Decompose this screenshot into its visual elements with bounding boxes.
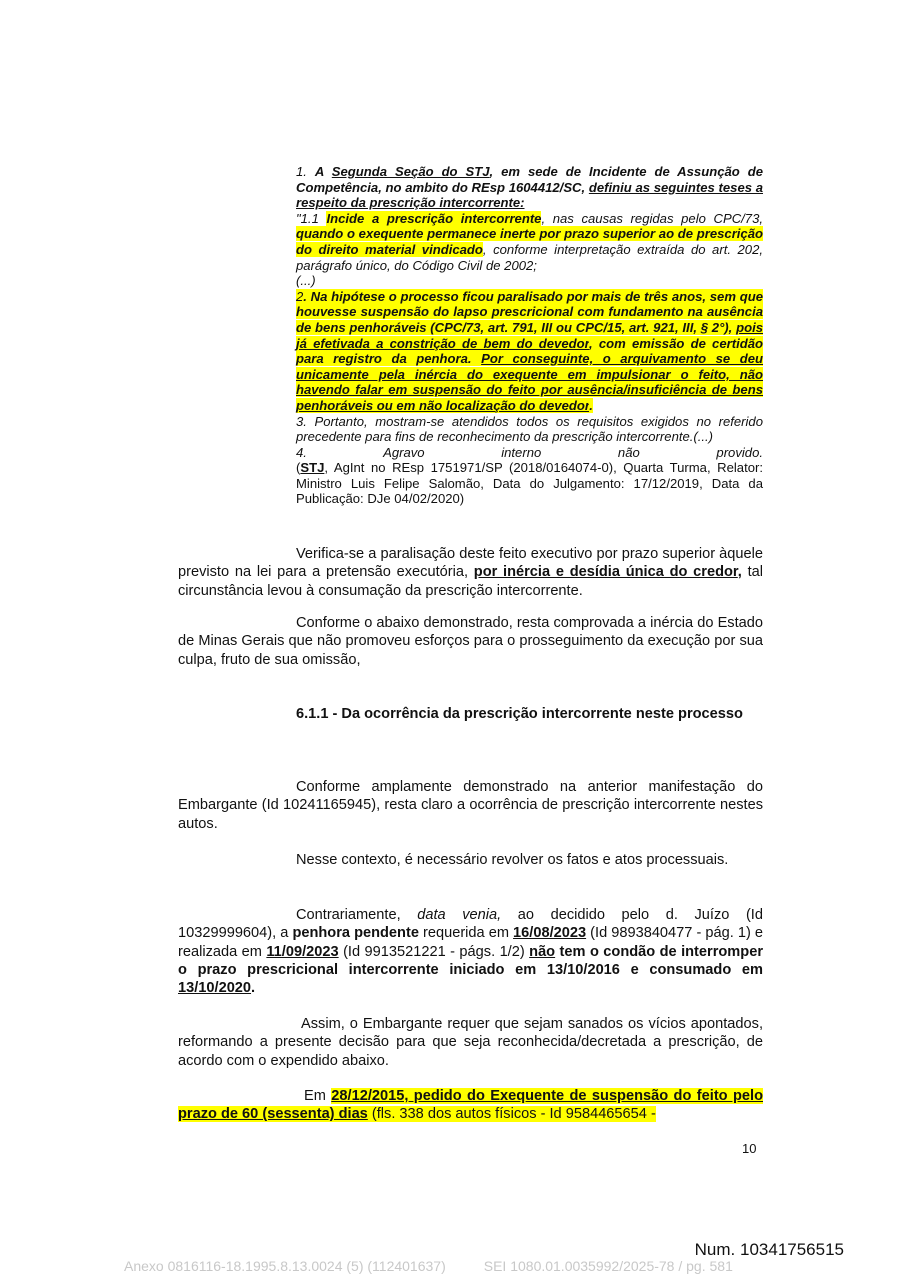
quote-item-2: 2. Na hipótese o processo ficou paralisado por mais de três anos, sem que houvesse suspensão do lapso prescricional com fundamento na ausência de bens penhoráveis (CPC/73, art. 791, III ou CPC/15, art. 921, III, § 2°), pois já efetivada a constrição de bem do devedor, com emissão de certidão para registro da penhora. Por conseguinte, o arquivamento se deu unicamente pela inércia do exequente em impulsionar o feito, não havendo falar em suspensão do feito por ausência/insuficiência de bens penhoráveis ou em não localização do devedor. [296,288,763,413]
quote-item-3: 3. Portanto, mostram-se atendidos todos os requisitos exigidos no referido precedente para fins de reconhecimento da prescrição intercorrente.(...) [296,413,763,445]
footer-stamp [124,1258,771,1274]
quote-item-1-1: "1.1 Incide a prescrição intercorrente, nas causas regidas pelo CPC/73, quando o exequente permanece inerte por prazo superior ao de prescrição do direito material vindicado, conforme interpretação extraída do art. 202, parágrafo único, do Código Civil de 2002; [296,210,763,273]
paragraph-assim: Assim, o Embargante requer que sejam sanados os vícios apontados, reformando a presente decisão para que seja reconhecida/decretada a prescrição, de acordo com o expendido abaixo. [178,1016,763,1069]
jurisprudence-quote [296,164,763,507]
footer-annex: Anexo 0816116-18.1995.8.13.0024 (5) (112401637) [124,1258,446,1274]
paragraph-paralisacao: Verifica-se a paralisação deste feito executivo por prazo superior àquele previsto na lei para a pretensão executória, por inércia e desídia única do credor, tal circunstância levou à consumação da prescrição intercorrente. [178,546,764,599]
quote-citation: (STJ, AgInt no REsp 1751971/SP (2018/0164074-0), Quarta Turma, Relator: Ministro Luis Felipe Salomão, Data do Julgamento: 17/12/2019, Data da Publicação: DJe 04/02/2020) [296,460,763,507]
paragraph-inercia-estado: Conforme o abaixo demonstrado, resta comprovada a inércia do Estado de Minas Gerais que não promoveu esforços para o prosseguimento da execução por sua culpa, fruto de sua omissão, [178,615,763,668]
quote-ellipsis: (...) [296,273,316,289]
section-heading: 6.1.1 - Da ocorrência da prescrição intercorrente neste processo [296,706,743,722]
footer-sei: SEI 1080.01.0035992/2025-78 / pg. 581 [483,1258,733,1274]
quote-item-4: 4. Agravo interno não provido. [296,444,763,460]
paragraph-embargante: Conforme amplamente demonstrado na anterior manifestação do Embargante (Id 10241165945), resta claro a ocorrência de prescrição intercorrente nestes autos. [178,779,763,832]
paragraph-contrariamente: Contrariamente, data venia, ao decidido pelo d. Juízo (Id 10329999604), a penhora pendente requerida em 16/08/2023 (Id 9893840477 - pág. 1) e realizada em 11/09/2023 (Id 9913521221 - págs. 1/2) não tem o condão de interromper o prazo prescricional intercorrente iniciado em 13/10/2016 e consumado em 13/10/2020. [178,907,763,997]
paragraph-contexto: Nesse contexto, é necessário revolver os fatos e atos processuais. [296,852,729,868]
paragraph-em-28-12-2015: Em 28/12/2015, pedido do Exequente de suspensão do feito pelo prazo de 60 (sessenta) dias (fls. 338 dos autos físicos - Id 9584465654 - [178,1088,763,1123]
document-number: Num. 10341756515 [694,1240,844,1259]
page-number: 10 [742,1141,757,1156]
quote-item-1: 1. A Segunda Seção do STJ, em sede de Incidente de Assunção de Competência, no ambito do REsp 1604412/SC, definiu as seguintes teses a respeito da prescrição intercorrente: [296,164,763,211]
